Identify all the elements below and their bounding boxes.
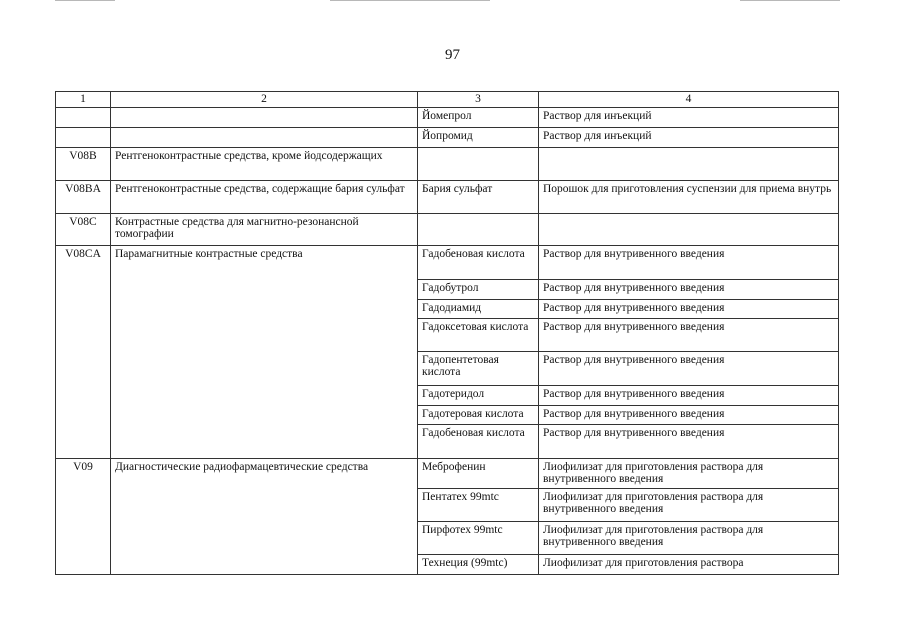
- drug-name-cell: Гадотеридол: [418, 385, 539, 405]
- drug-name-cell: Пирфотех 99mtc: [418, 521, 539, 554]
- column-header: 4: [539, 92, 839, 108]
- drug-name-cell: Йопромид: [418, 127, 539, 147]
- drug-name-cell: Йомепрол: [418, 107, 539, 127]
- scan-edge-rule-right: [740, 0, 840, 1]
- scan-edge-rule-left: [55, 0, 115, 1]
- column-header: 3: [418, 92, 539, 108]
- dosage-form-cell: Раствор для внутривенного введения: [539, 424, 839, 458]
- dosage-form-cell: Раствор для внутривенного введения: [539, 385, 839, 405]
- drug-name-cell: Гадобеновая кислота: [418, 245, 539, 279]
- atc-code-cell: V08B: [56, 147, 111, 180]
- dosage-form-cell: Лиофилизат для приготовления раствора для внутривенного введения: [539, 521, 839, 554]
- column-header: 2: [111, 92, 418, 108]
- dosage-form-cell: Порошок для приготовления суспензии для приема внутрь: [539, 180, 839, 213]
- dosage-form-cell: [539, 147, 839, 180]
- dosage-form-cell: Раствор для внутривенного введения: [539, 318, 839, 351]
- drug-name-cell: Меброфенин: [418, 458, 539, 488]
- medicines-table: [55, 91, 839, 575]
- dosage-form-cell: Раствор для внутривенного введения: [539, 279, 839, 299]
- dosage-form-cell: Раствор для внутривенного введения: [539, 351, 839, 385]
- dosage-form-cell: Раствор для инъекций: [539, 107, 839, 127]
- table-row: [56, 213, 839, 245]
- table-row: [56, 147, 839, 180]
- drug-name-cell: Гадотеровая кислота: [418, 405, 539, 424]
- table-row: [56, 245, 839, 279]
- group-name-cell: Рентгеноконтрастные средства, содержащие бария сульфат: [111, 180, 418, 213]
- dosage-form-cell: Раствор для внутривенного введения: [539, 245, 839, 279]
- atc-code-cell: V08BA: [56, 180, 111, 213]
- drug-name-cell: Гадоксетовая кислота: [418, 318, 539, 351]
- group-name-cell: Диагностические радиофармацевтические средства: [111, 458, 418, 574]
- drug-name-cell: Гадобутрол: [418, 279, 539, 299]
- atc-code-cell: V08C: [56, 213, 111, 245]
- dosage-form-cell: Раствор для внутривенного введения: [539, 299, 839, 318]
- drug-name-cell: Пентатех 99mtc: [418, 488, 539, 521]
- group-name-cell: Контрастные средства для магнитно-резонансной томографии: [111, 213, 418, 245]
- column-header: 1: [56, 92, 111, 108]
- drug-name-cell: Гадодиамид: [418, 299, 539, 318]
- atc-code-cell: V09: [56, 458, 111, 574]
- drug-name-cell: Гадопентетовая кислота: [418, 351, 539, 385]
- group-name-cell: Рентгеноконтрастные средства, кроме йодсодержащих: [111, 147, 418, 180]
- drug-name-cell: Гадобеновая кислота: [418, 424, 539, 458]
- table-row: [56, 127, 839, 147]
- drug-name-cell: Технеция (99mtc): [418, 554, 539, 574]
- table-row: [56, 107, 839, 127]
- dosage-form-cell: Лиофилизат для приготовления раствора для внутривенного введения: [539, 458, 839, 488]
- table-row: [56, 458, 839, 488]
- dosage-form-cell: [539, 213, 839, 245]
- drug-name-cell: [418, 147, 539, 180]
- dosage-form-cell: Раствор для инъекций: [539, 127, 839, 147]
- dosage-form-cell: Лиофилизат для приготовления раствора для внутривенного введения: [539, 488, 839, 521]
- page-number: 97: [445, 47, 460, 63]
- scan-edge-rule-center: [330, 0, 490, 1]
- group-name-cell: [111, 107, 418, 127]
- table-row: [56, 180, 839, 213]
- table-header-row: [56, 92, 839, 108]
- group-name-cell: Парамагнитные контрастные средства: [111, 245, 418, 458]
- atc-code-cell: V08CA: [56, 245, 111, 458]
- dosage-form-cell: Раствор для внутривенного введения: [539, 405, 839, 424]
- drug-name-cell: Бария сульфат: [418, 180, 539, 213]
- atc-code-cell: [56, 127, 111, 147]
- drug-name-cell: [418, 213, 539, 245]
- atc-code-cell: [56, 107, 111, 127]
- group-name-cell: [111, 127, 418, 147]
- dosage-form-cell: Лиофилизат для приготовления раствора: [539, 554, 839, 574]
